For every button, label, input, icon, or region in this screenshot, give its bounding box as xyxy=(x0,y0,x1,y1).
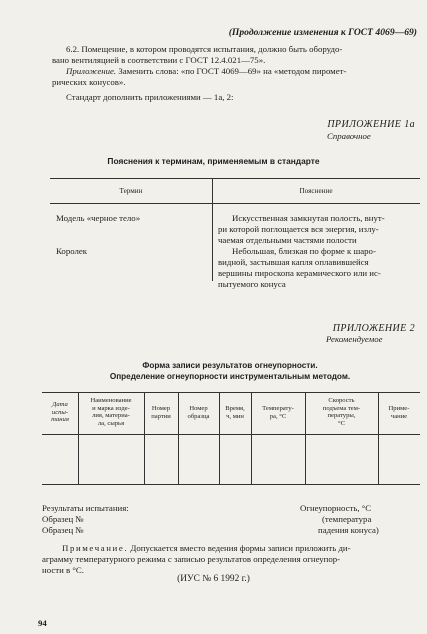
terms-table-header-rule xyxy=(50,203,420,204)
note-text: Допускается вместо ведения формы записи приложить ди- xyxy=(128,543,351,553)
note-line-3: ности в °С. xyxy=(42,565,84,575)
form-col-batch-l1: Номер xyxy=(151,405,171,412)
form-table-bottom-rule xyxy=(42,484,420,485)
form-col-sample xyxy=(178,405,219,420)
page-number: 94 xyxy=(38,618,47,628)
running-header: (Продолжение изменения к ГОСТ 4069—69) xyxy=(228,27,417,38)
form-col-sample-l1: Номер xyxy=(189,405,208,412)
form-col-temperature-l1: Температу- xyxy=(262,405,294,412)
form-col-sample-l2: образца xyxy=(187,412,210,420)
form-col-date-l1: Дата xyxy=(52,401,68,408)
form-col-time xyxy=(219,405,251,420)
appendix-1a-status: Справочное xyxy=(327,131,371,141)
form-col-name-l4: ла, сырья xyxy=(97,419,125,427)
term-korolek: Королек xyxy=(56,246,88,256)
term-korolek-expl-1: Небольшая, близкая по форме к шаро- xyxy=(232,246,376,256)
terms-table-top-rule xyxy=(50,178,420,179)
appendix-change-note xyxy=(66,66,346,77)
appendix-2-status: Рекомендуемое xyxy=(326,334,383,344)
form-col-name xyxy=(78,397,144,427)
form-col-time-l2: ч, мин xyxy=(226,412,244,420)
form-col-note-l2: чание xyxy=(390,412,408,420)
results-temp-line-2: падения конуса) xyxy=(318,525,379,535)
term-black-body-expl-2: ри которой поглощается вся энергия, излу- xyxy=(218,224,379,234)
term-korolek-expl-3: вершины пироскопа керамического или ис- xyxy=(218,268,381,278)
results-temp-line-1: (температура xyxy=(322,514,372,524)
results-sample-2: Образец № xyxy=(42,525,84,535)
form-col-note-l1: Приме- xyxy=(388,405,410,412)
appendix-2-heading-2: Определение огнеупорности инструментальным методом. xyxy=(109,372,351,381)
form-col-time-l1: Время, xyxy=(225,405,245,412)
terms-col-explanation: Пояснение xyxy=(299,187,333,195)
standard-addition: Стандарт дополнить приложениями — 1а, 2: xyxy=(66,92,234,102)
form-col-rate-l2: подъема тем- xyxy=(322,404,361,412)
ius-reference: (ИУС № 6 1992 г.) xyxy=(177,574,250,584)
appendix-1a-title: ПРИЛОЖЕНИЕ 1а xyxy=(327,119,415,130)
results-refractoriness: Огнеупорность, °С xyxy=(300,503,372,513)
para-6-2-line-2: вано вентиляцией в соответствии с ГОСТ 12.4.021—75». xyxy=(52,55,266,65)
appendix-change-text: Заменить слова: «по ГОСТ 4069—69» на «методом пиромет- xyxy=(116,66,347,76)
form-col-batch xyxy=(144,405,178,420)
form-col-temperature-l2: ра, °С xyxy=(269,412,287,420)
appendix-2-title: ПРИЛОЖЕНИЕ 2 xyxy=(332,323,415,334)
terms-col-term: Термин xyxy=(119,187,143,195)
form-col-rate-l1: Скорость xyxy=(328,397,355,404)
form-col-name-l3: лия, материа- xyxy=(92,412,130,420)
note-label: Примечание. xyxy=(62,543,129,553)
form-col-date-l2: испы- xyxy=(51,408,69,416)
term-korolek-expl-2: видной, застывшая капля оплавившейся xyxy=(218,257,369,267)
form-col-rate xyxy=(305,397,378,427)
form-col-note xyxy=(378,405,420,420)
appendix-change-line-2: рических конусов». xyxy=(52,77,126,87)
form-col-name-l2: и марка изде- xyxy=(92,404,130,412)
results-sample-1: Образец № xyxy=(42,514,84,524)
results-label: Результаты испытания: xyxy=(42,503,129,513)
form-col-temperature xyxy=(251,405,305,420)
form-col-date xyxy=(42,401,78,424)
form-col-date-l3: тания xyxy=(51,416,69,424)
term-black-body-expl-3: чаемая отдельными частями полости xyxy=(218,235,357,245)
appendix-change-label: Приложение. xyxy=(66,66,117,76)
form-col-name-l1: Наименование xyxy=(90,397,132,404)
term-black-body-expl-1: Искусственная замкнутая полость, внут- xyxy=(232,213,385,223)
note-line-1 xyxy=(62,543,351,554)
term-black-body: Модель «черное тело» xyxy=(56,213,141,223)
form-col-rate-l4: °С xyxy=(337,419,346,427)
term-korolek-expl-4: пытуемого конуса xyxy=(218,279,286,289)
form-table-header-rule xyxy=(42,434,420,435)
para-6-2-line-1: 6.2. Помещение, в котором проводятся испытания, должно быть оборудо- xyxy=(66,44,343,54)
form-col-batch-l2: партии xyxy=(151,412,171,420)
appendix-1a-heading: Пояснения к терминам, применяемым в стандарте xyxy=(107,156,320,166)
note-line-2: аграмму температурного режима с записью результатов определения огнеупор- xyxy=(42,554,341,564)
form-col-rate-l3: пературы, xyxy=(327,412,356,420)
form-table-top-rule xyxy=(42,392,420,393)
appendix-2-heading-1: Форма записи результатов огнеупорности. xyxy=(142,361,318,370)
